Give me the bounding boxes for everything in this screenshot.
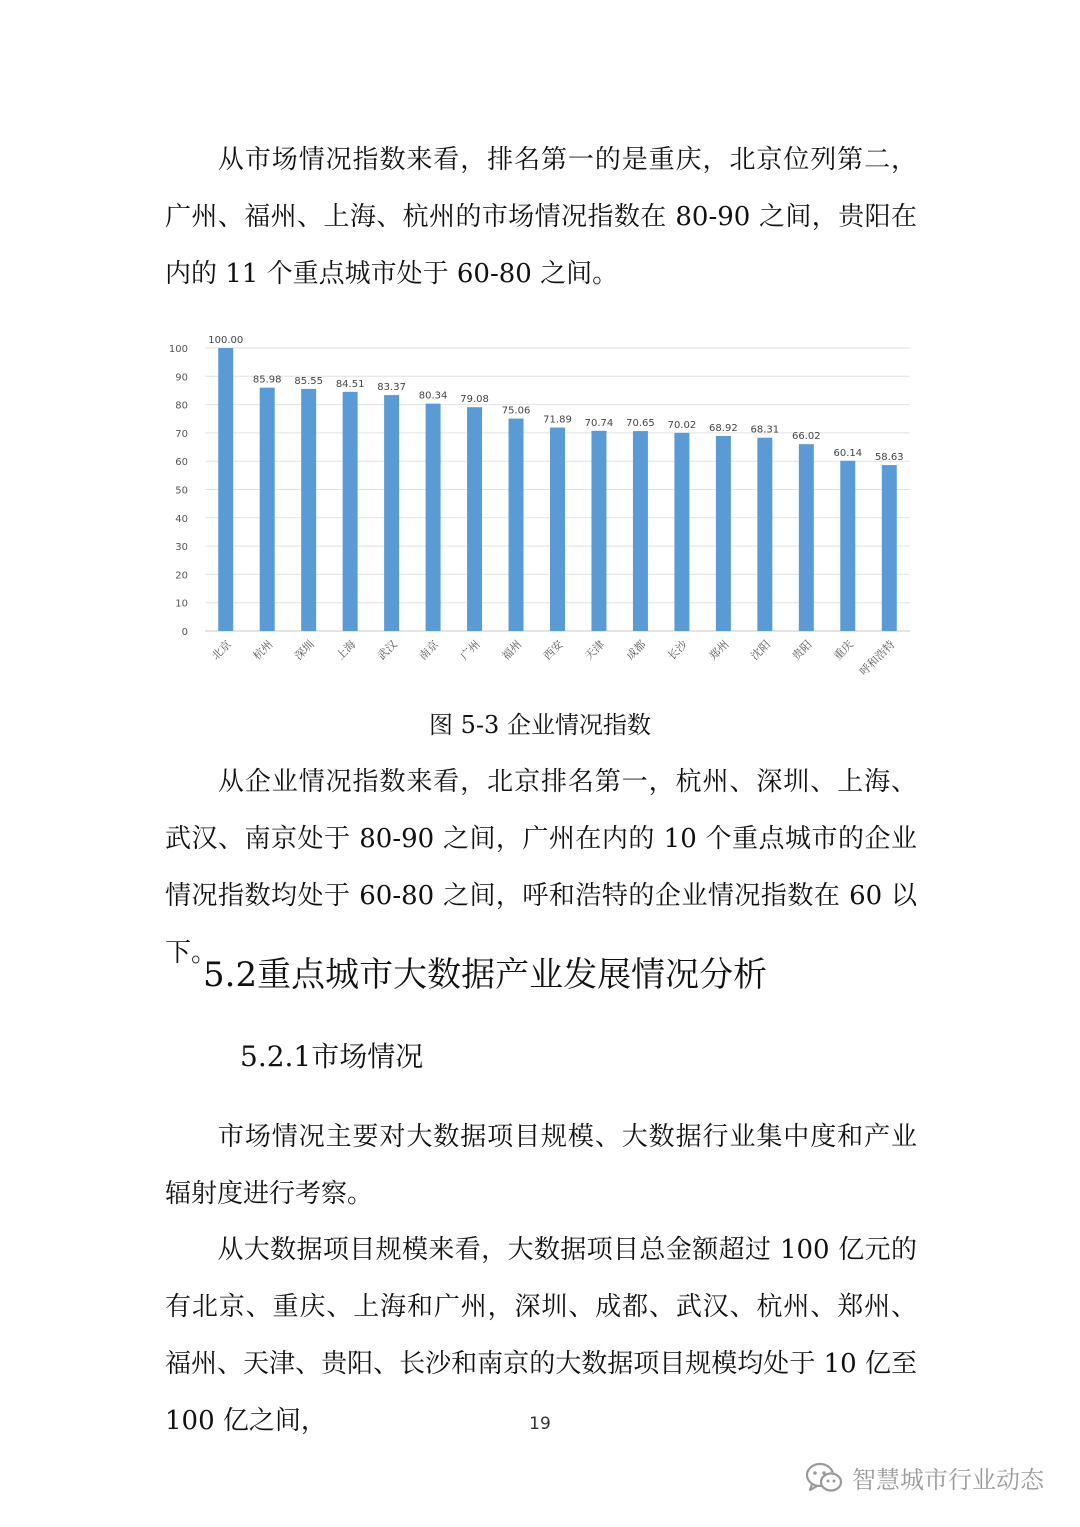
x-tick-label: 天津 xyxy=(582,637,608,663)
chart-x-axis xyxy=(208,637,897,679)
y-tick-label: 90 xyxy=(175,372,188,384)
x-tick-label: 重庆 xyxy=(831,637,856,663)
data-label: 68.92 xyxy=(709,422,738,434)
bar xyxy=(840,461,855,631)
y-tick-label: 80 xyxy=(175,400,188,412)
bar xyxy=(509,419,524,631)
x-tick-label: 郑州 xyxy=(706,637,732,663)
x-tick-label: 上海 xyxy=(333,637,359,663)
paragraph-market-intro xyxy=(165,1109,917,1223)
watermark-text: 智慧城市行业动态 xyxy=(852,1466,1044,1494)
bar xyxy=(716,436,731,631)
x-tick-label: 南京 xyxy=(416,637,442,663)
bar xyxy=(550,428,565,631)
bar xyxy=(799,444,814,631)
data-label: 70.65 xyxy=(626,418,655,430)
paragraph-market-index xyxy=(165,132,917,303)
page-number: 19 xyxy=(529,1414,551,1434)
data-label: 71.89 xyxy=(543,414,572,426)
y-tick-label: 10 xyxy=(175,598,188,610)
chart-y-axis xyxy=(169,344,188,638)
bar xyxy=(384,395,399,631)
data-label: 84.51 xyxy=(335,378,365,390)
x-tick-label: 贵阳 xyxy=(789,637,815,663)
y-tick-label: 30 xyxy=(175,542,188,554)
y-tick-label: 60 xyxy=(175,457,188,469)
bar xyxy=(467,407,482,631)
y-tick-label: 50 xyxy=(175,485,188,497)
y-tick-label: 70 xyxy=(175,428,188,440)
data-label: 100.00 xyxy=(208,335,244,346)
bar xyxy=(426,404,441,631)
data-label: 70.74 xyxy=(584,417,614,429)
bar xyxy=(674,433,689,631)
subsection-heading: 5.2.1市场情况 xyxy=(240,1040,424,1073)
y-tick-label: 40 xyxy=(175,513,188,525)
section-heading: 5.2重点城市大数据产业发展情况分析 xyxy=(203,955,768,995)
data-label: 70.02 xyxy=(667,419,697,431)
paragraph-project-scale-text: 从大数据项目规模来看，大数据项目总金额超过 100 亿元的有北京、重庆、上海和广州，深圳、成都、武汉、杭州、郑州、福州、天津、贵阳、长沙和南京的大数据项目规模均处于 10 亿至 100 亿之间， xyxy=(165,1235,917,1436)
figure-caption: 图 5-3 企业情况指数 xyxy=(429,711,651,739)
x-tick-label: 西安 xyxy=(540,637,566,663)
data-label: 60.14 xyxy=(833,447,863,459)
y-tick-label: 0 xyxy=(181,627,188,638)
x-tick-label: 长沙 xyxy=(665,637,691,663)
x-tick-label: 沈阳 xyxy=(748,637,773,663)
x-tick-label: 杭州 xyxy=(250,637,276,663)
data-label: 79.08 xyxy=(460,394,489,406)
data-label: 58.63 xyxy=(874,452,904,464)
enterprise-index-bar-chart xyxy=(160,330,920,690)
data-label: 85.98 xyxy=(252,374,282,386)
data-label: 68.31 xyxy=(750,424,780,436)
bar xyxy=(757,438,772,631)
y-tick-label: 20 xyxy=(175,570,188,582)
x-tick-label: 深圳 xyxy=(292,637,317,663)
bar xyxy=(218,348,233,631)
paragraph-enterprise-index xyxy=(165,754,917,982)
data-label: 75.06 xyxy=(501,405,531,417)
bar xyxy=(343,392,358,631)
x-tick-label: 福州 xyxy=(499,637,525,663)
x-tick-label: 广州 xyxy=(457,637,483,663)
bar xyxy=(301,389,316,631)
watermark xyxy=(804,1460,1044,1495)
data-label: 85.55 xyxy=(294,375,323,387)
data-label: 83.37 xyxy=(377,382,406,394)
y-tick-label: 100 xyxy=(168,344,188,355)
data-label: 66.02 xyxy=(792,431,821,443)
paragraph-enterprise-index-text: 从企业情况指数来看，北京排名第一，杭州、深圳、上海、武汉、南京处于 80-90 之间，广州在内的 10 个重点城市的企业情况指数均处于 60-80 之间，呼和浩特的企业情况指数在 60 以下。 xyxy=(165,767,917,968)
x-tick-label: 武汉 xyxy=(374,637,400,663)
bar xyxy=(882,465,897,631)
bar xyxy=(633,431,648,631)
bar xyxy=(260,388,275,631)
paragraph-market-intro-text: 市场情况主要对大数据项目规模、大数据行业集中度和产业辐射度进行考察。 xyxy=(165,1122,917,1209)
paragraph-market-index-text: 从市场情况指数来看，排名第一的是重庆，北京位列第二，广州、福州、上海、杭州的市场情况指数在 80-90 之间，贵阳在内的 11 个重点城市处于 60-80 之间。 xyxy=(165,145,917,289)
x-tick-label: 成都 xyxy=(623,637,649,663)
wechat-icon xyxy=(804,1461,844,1495)
bar xyxy=(591,431,606,631)
x-tick-label: 北京 xyxy=(209,637,234,663)
data-label: 80.34 xyxy=(418,390,448,402)
x-tick-label: 呼和浩特 xyxy=(857,637,898,679)
